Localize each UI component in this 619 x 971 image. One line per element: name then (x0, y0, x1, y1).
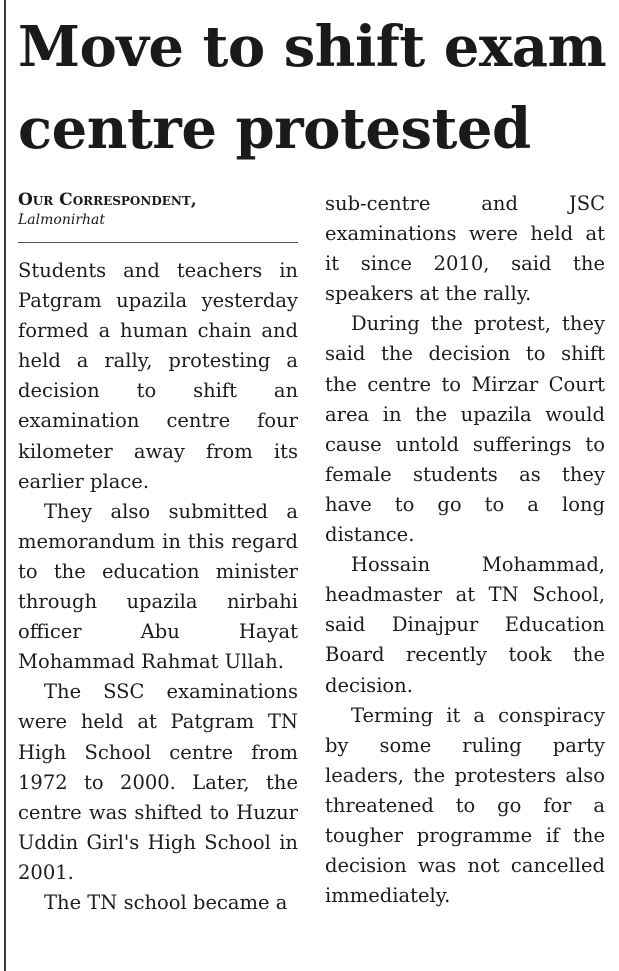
paragraph: Students and teachers in Patgram upazila yesterday formed a human chain and held a rally, protesting a decision to shift an examination centre four kilometer away from its earlier place. (18, 259, 298, 493)
paragraph: During the protest, they said the decision to shift the centre to Mirzar Court area in the upazila would cause untold sufferings to female students as they have to go to a long distance. (325, 312, 605, 547)
byline-location: Lalmonirhat (18, 212, 106, 228)
paragraph: sub-centre and JSC examinations were held at it since 2010, said the speakers at the rally. (325, 192, 605, 306)
paragraph: Terming it a conspiracy by some ruling party leaders, the protesters also threatened to go for a tougher programme if the decision was not cancelled immediately. (325, 703, 605, 908)
column-rule (4, 0, 6, 971)
paragraph: They also submitted a memorandum in this regard to the education minister through upazila nirbahi officer Abu Hayat Mohammad Rahmat Ullah. (18, 499, 298, 674)
article-column-2 (325, 189, 605, 971)
paragraph: The SSC examinations were held at Patgram TN High School centre from 1972 to 2000. Later, the centre was shifted to Huzur Uddin Girl's High School in 2001. (18, 680, 298, 884)
article-column-1 (18, 256, 298, 971)
byline (18, 189, 298, 229)
paragraph: Hossain Mohammad, headmaster at TN School, said Dinajpur Education Board recently took the decision. (325, 553, 605, 697)
byline-divider (18, 242, 298, 243)
byline-author: Our Correspondent, (18, 190, 197, 210)
headline: Move to shift exam centre protested (18, 14, 607, 162)
paragraph: The TN school became a (44, 890, 288, 914)
